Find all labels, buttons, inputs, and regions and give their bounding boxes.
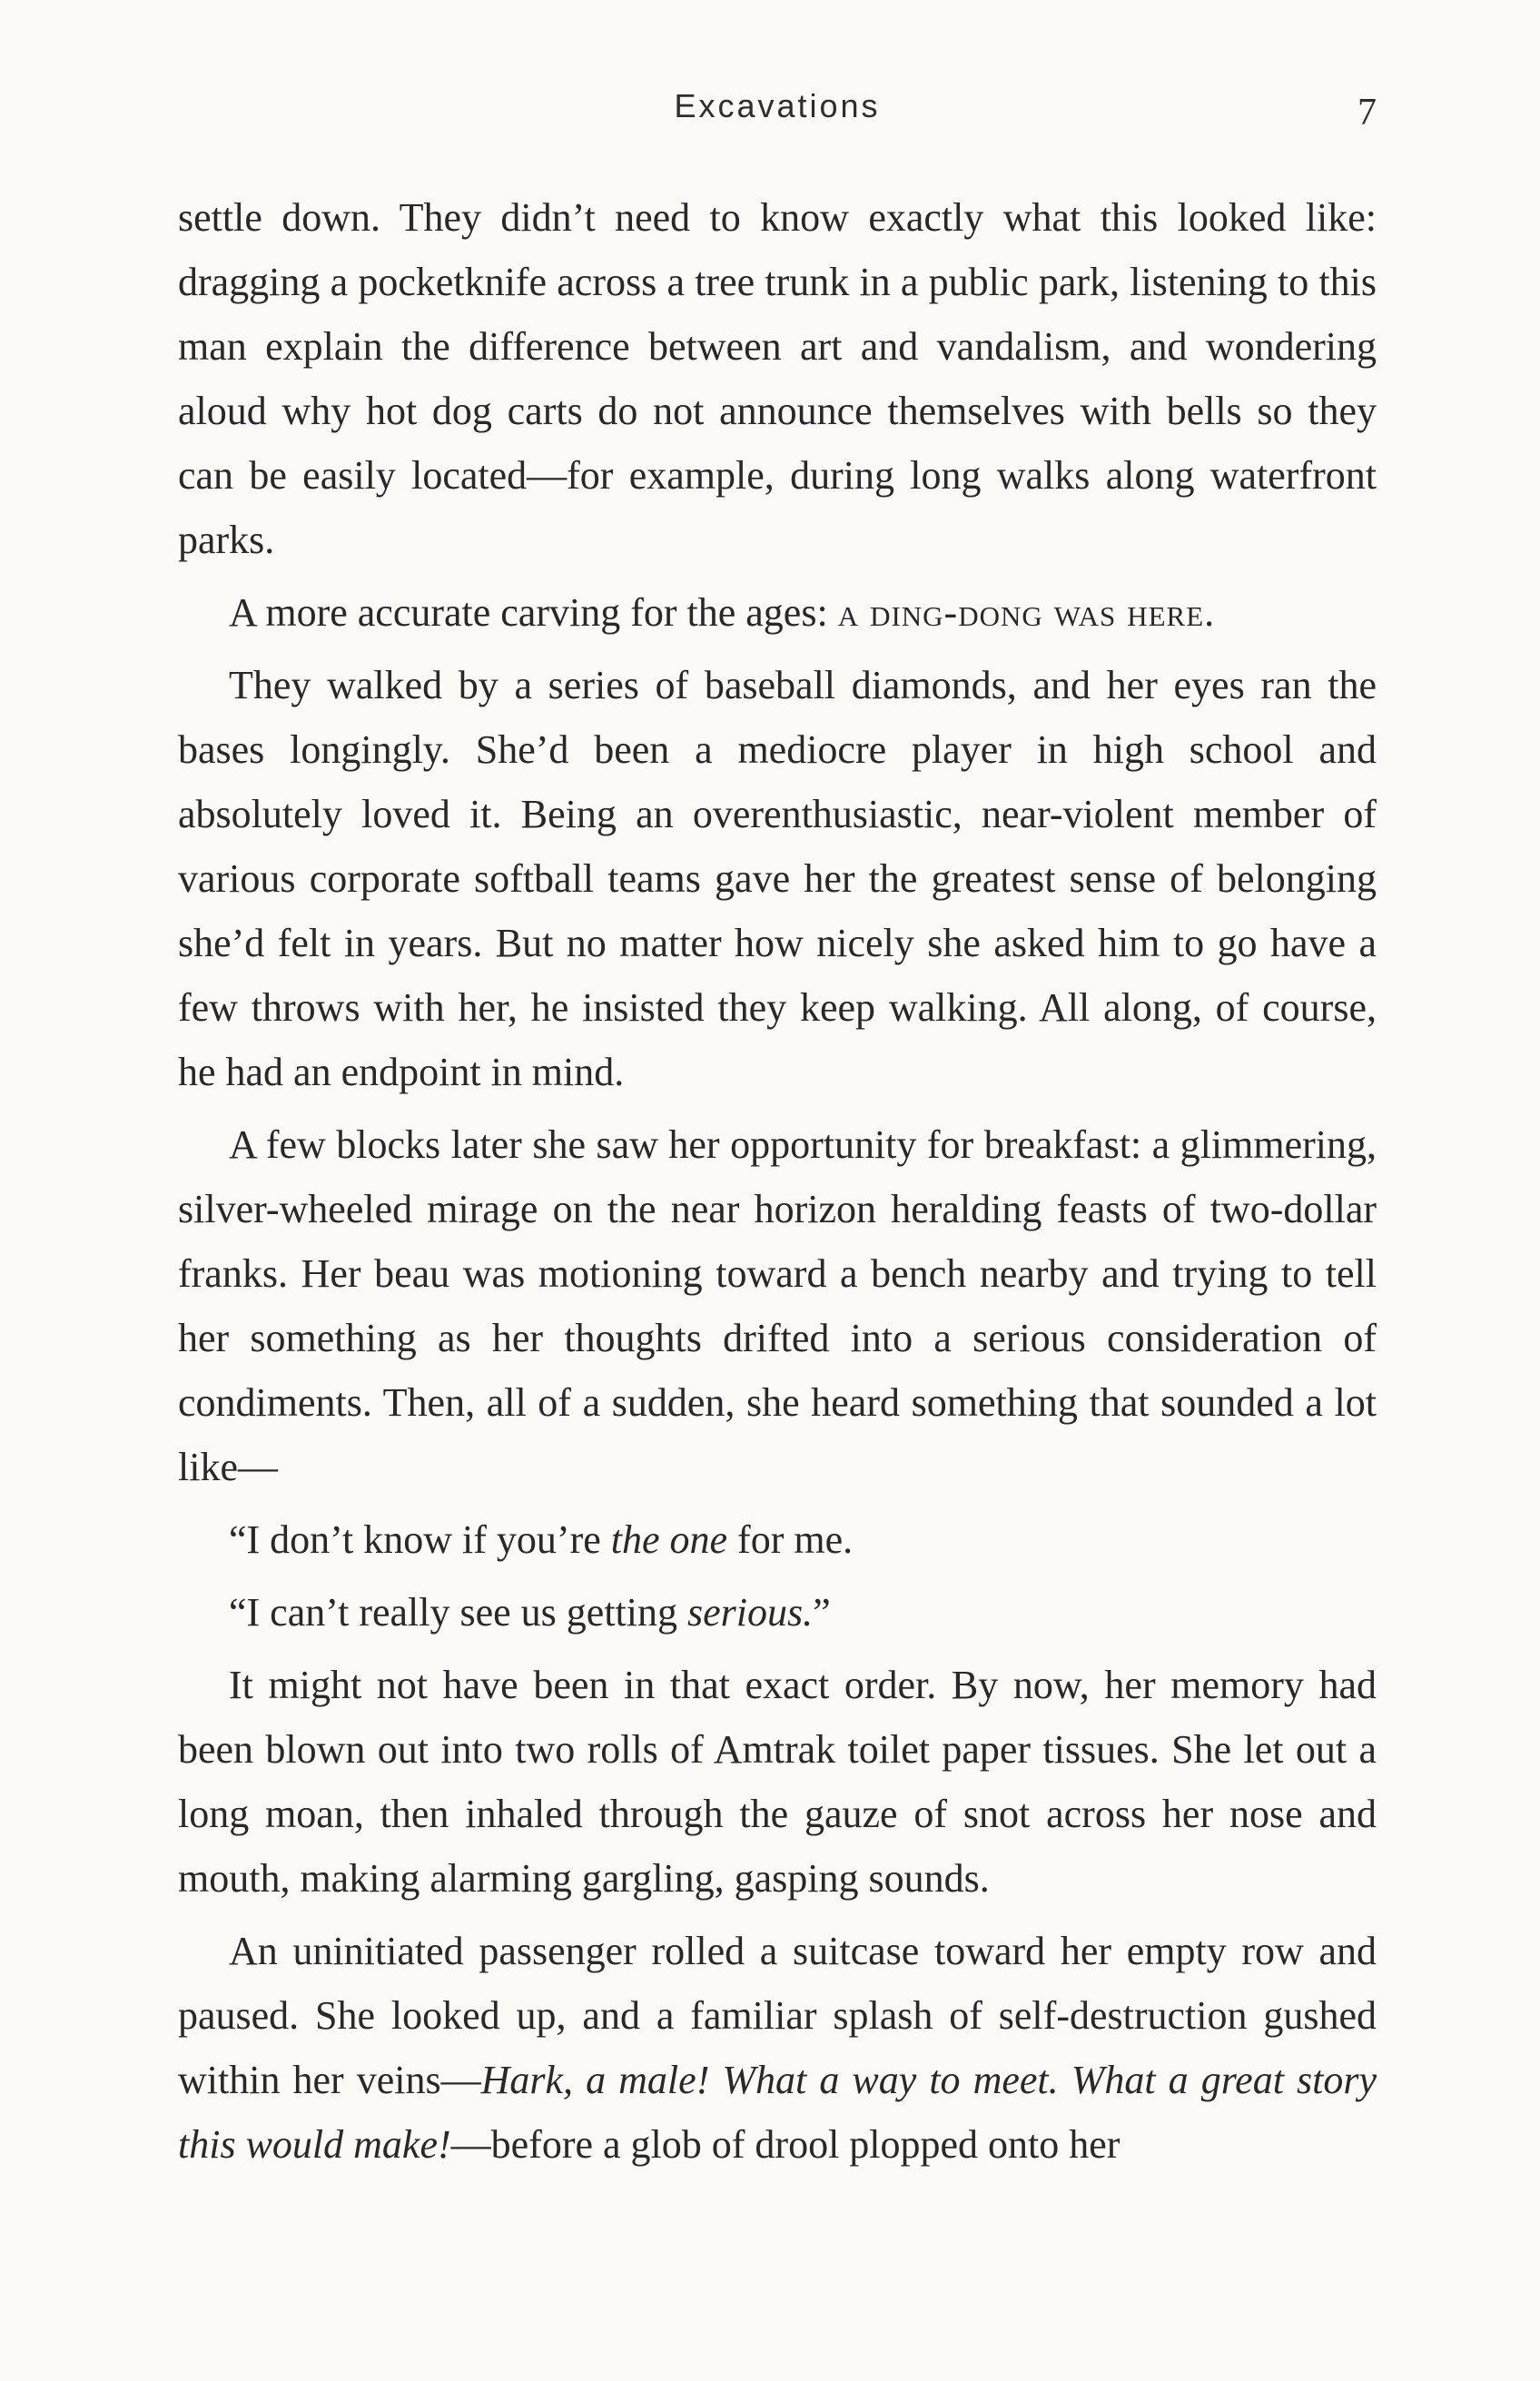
paragraph-4: A few blocks later she saw her opportunity for breakfast: a glimmering, silver-wheeled mirage on the near horizon heralding feasts of two-dollar franks. Her beau was motioning toward a bench nearby and trying to tell her something as her thoughts drifted into a serious consideration of condiments. Then, all of a sudden, she heard something that sounded a lot like—: [178, 1122, 1377, 1489]
page-number: 7: [1357, 92, 1377, 133]
paragraph-8-before: An uninitiated passenger rolled a suitcase toward her empty row and paused. She looked up, and a familiar splash of self-destruction gushed within her veins—: [178, 1929, 1377, 2102]
carving-text: a ding-dong was here.: [837, 590, 1216, 635]
paragraph-5-italic: the one: [610, 1517, 728, 1562]
paragraph-1: settle down. They didn’t need to know exactly what this looked like: dragging a pocketknife across a tree trunk in a public park, listening to this man explain the difference between art and vandalism, and wondering aloud why hot dog carts do not announce themselves with bells so they can be easily located—for example, during long walks along waterfront parks.: [178, 195, 1377, 562]
paragraph-5: [178, 1507, 1377, 1572]
paragraph-6-before: “I can’t really see us getting: [229, 1590, 687, 1635]
paragraph-6: [178, 1580, 1377, 1645]
paragraph-8-italic: Hark, a male! What a way to meet. What a great story this would make!: [178, 2058, 1377, 2167]
paragraph-2: [178, 580, 1377, 645]
paragraph-5-after: for me.: [727, 1517, 854, 1562]
paragraph-2-lead: A more accurate carving for the ages:: [229, 590, 838, 635]
paragraph-5-before: “I don’t know if you’re: [229, 1517, 611, 1562]
running-header: [178, 87, 1377, 142]
paragraph-8-after: —before a glob of drool plopped onto her: [450, 2122, 1120, 2167]
body-text: [178, 185, 1377, 2185]
running-head-title: Excavations: [674, 87, 881, 124]
paragraph-6-after: ”: [813, 1590, 831, 1635]
paragraph-3: They walked by a series of baseball diamonds, and her eyes ran the bases longingly. She’d been a mediocre player in high school and absolutely loved it. Being an overenthusiastic, near-violent member of various corporate softball teams gave her the greatest sense of belonging she’d felt in years. But no matter how nicely she asked him to go have a few throws with her, he insisted they keep walking. All along, of course, he had an endpoint in mind.: [178, 663, 1377, 1094]
paragraph-7: It might not have been in that exact order. By now, her memory had been blown out into two rolls of Amtrak toilet paper tissues. She let out a long moan, then inhaled through the gauze of snot across her nose and mouth, making alarming gargling, gasping sounds.: [178, 1663, 1377, 1901]
paragraph-6-italic: serious.: [687, 1590, 814, 1635]
paragraph-8: [178, 1919, 1377, 2177]
